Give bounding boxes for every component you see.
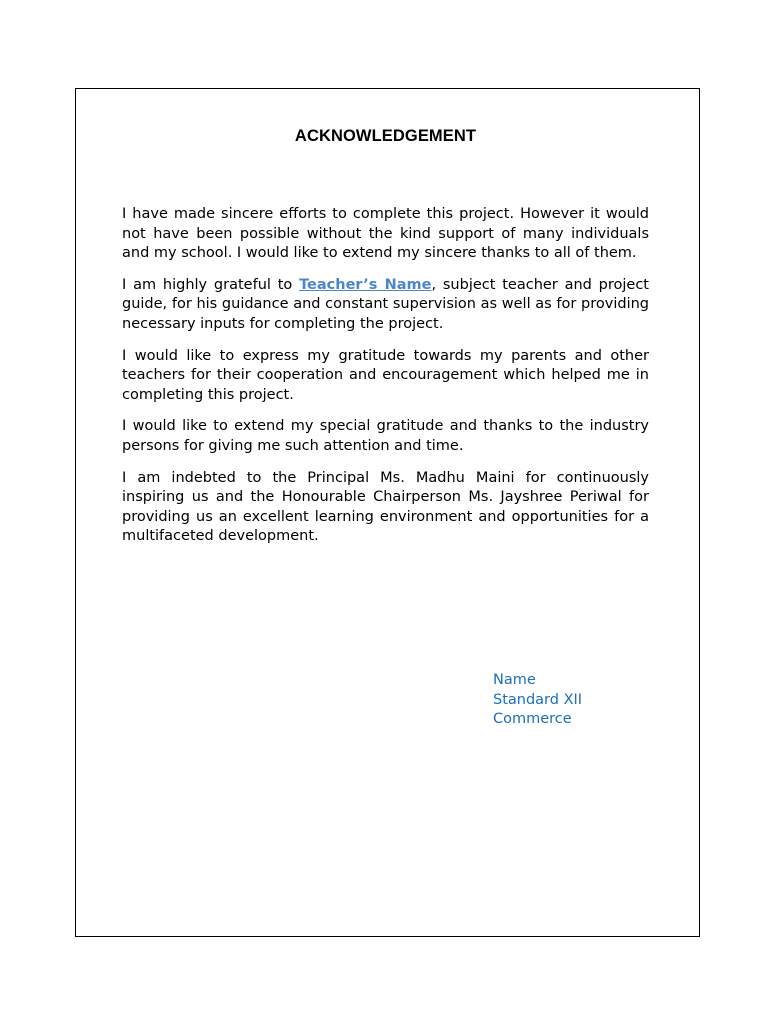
paragraph-4: I would like to extend my special gratitude and thanks to the industry persons for giving me such attention and time. [122,418,649,454]
teacher-name-placeholder: Teacher’s Name [299,276,432,293]
page-title: ACKNOWLEDGEMENT [294,127,477,145]
paragraph-5: I am indebted to the Principal Ms. Madhu Maini for continuously inspiring us and the Honourable Chairperson Ms. Jayshree Periwal for providing us an excellent learning environment and opportunities for a multifaceted development. [122,469,649,545]
acknowledgement-body [122,205,649,559]
signature-standard: Standard XII [493,691,583,708]
paragraph-3: I would like to express my gratitude towards my parents and other teachers for their cooperation and encouragement which helped me in completing this project. [122,347,649,403]
paragraph-1: I have made sincere efforts to complete this project. However it would not have been possible without the kind support of many individuals and my school. I would like to extend my sincere thanks to all of them. [122,206,649,262]
signature-stream: Commerce [493,711,572,728]
paragraph-2-lead: I am highly grateful to [122,276,300,293]
paragraph-2-rest: , subject teacher and project guide, for his guidance and constant supervision as well as for providing necessary inputs for completing the project. [122,276,649,332]
paragraph-2 [122,276,649,335]
signature-name: Name [493,672,536,688]
signature-block [493,671,582,730]
